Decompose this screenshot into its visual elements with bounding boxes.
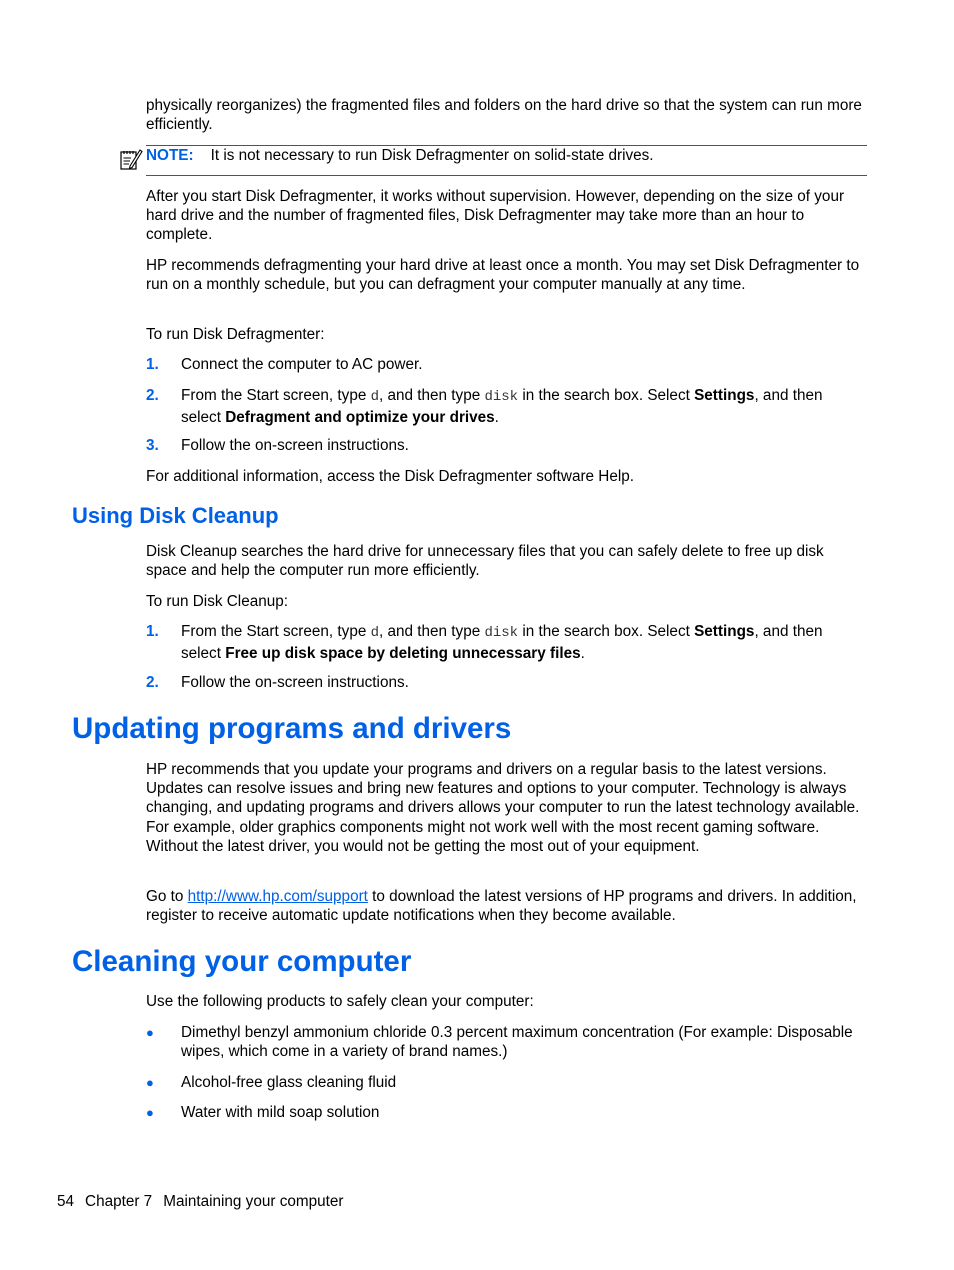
code-disk: disk — [484, 625, 519, 641]
code-disk: disk — [484, 389, 519, 405]
code-d: d — [370, 625, 379, 641]
defrag-paragraph-3: To run Disk Defragmenter: — [146, 326, 325, 343]
defrag-paragraph-4: For additional information, access the Disk Defragmenter software Help. — [146, 468, 635, 485]
step-number: 2. — [146, 674, 159, 691]
cleanup-paragraph-2: To run Disk Cleanup: — [146, 593, 288, 610]
bullet-icon: ● — [146, 1105, 154, 1120]
heading-updating-programs: Updating programs and drivers — [72, 712, 512, 745]
bullet-icon: ● — [146, 1075, 154, 1090]
cleanup-paragraph-1: Disk Cleanup searches the hard drive for unnecessary files that you can safely delete to free up disk space and help the computer run more efficiently. — [146, 543, 824, 580]
step-number: 3. — [146, 437, 159, 454]
defrag-paragraph-2: HP recommends defragmenting your hard drive at least once a month. You may set Disk Defragmenter to run on a monthly schedule, but you can defragment your computer manually at any time. — [146, 257, 860, 294]
step-text: Follow the on-screen instructions. — [181, 437, 409, 454]
heading-using-disk-cleanup: Using Disk Cleanup — [72, 503, 279, 528]
code-d: d — [370, 389, 379, 405]
step-number: 1. — [146, 356, 159, 373]
bullet-text: Water with mild soap solution — [181, 1104, 380, 1121]
updating-paragraph-1: HP recommends that you update your programs and drivers on a regular basis to the latest versions. Updates can resolve issues and bring new features and options to your computer. Technology is always changing, and updating programs and drivers allows your computer to run the latest technology available. For example, older graphics components might not work well with the most recent gaming software. Without the latest driver, you would not be getting the most out of your equipment. — [146, 761, 860, 855]
hp-support-link[interactable]: http://www.hp.com/support — [187, 888, 368, 905]
updating-paragraph-2: Go to http://www.hp.com/support to download the latest versions of HP programs and drivers. In addition, register to receive automatic update notifications when they become available. — [146, 888, 857, 925]
note-bottom-rule — [146, 175, 867, 176]
page-number: 54 — [57, 1193, 75, 1210]
step-number: 2. — [146, 387, 159, 404]
footer-title: Maintaining your computer — [163, 1193, 344, 1210]
defrag-paragraph-1: After you start Disk Defragmenter, it works without supervision. However, depending on the size of your hard drive and the number of fragmented files, Disk Defragmenter may take more than an hour to complete. — [146, 188, 845, 244]
step-text: From the Start screen, type d, and then type disk in the search box. Select Settings, and then select Free up disk space by deleting unnecessary files. — [181, 623, 823, 662]
intro-paragraph: physically reorganizes) the fragmented files and folders on the hard drive so that the system can run more efficiently. — [146, 97, 862, 134]
step-text: From the Start screen, type d, and then type disk in the search box. Select Settings, and then select Defragment and optimize your drives. — [181, 387, 823, 426]
heading-cleaning-computer: Cleaning your computer — [72, 945, 412, 978]
note-icon — [119, 147, 143, 171]
bullet-text: Alcohol-free glass cleaning fluid — [181, 1074, 397, 1091]
note-label: NOTE: — [146, 147, 194, 164]
cleaning-paragraph-1: Use the following products to safely clean your computer: — [146, 993, 534, 1010]
step-text: Follow the on-screen instructions. — [181, 674, 409, 691]
page-footer — [57, 1192, 354, 1211]
step-text: Connect the computer to AC power. — [181, 356, 423, 373]
note-text: It is not necessary to run Disk Defragmenter on solid-state drives. — [210, 147, 654, 164]
step-number: 1. — [146, 623, 159, 640]
note-block — [146, 146, 867, 165]
bullet-text: Dimethyl benzyl ammonium chloride 0.3 percent maximum concentration (For example: Disposable wipes, which come in a variety of brand names.) — [181, 1024, 853, 1061]
footer-chapter: Chapter 7 — [85, 1193, 153, 1210]
bullet-icon: ● — [146, 1025, 154, 1040]
